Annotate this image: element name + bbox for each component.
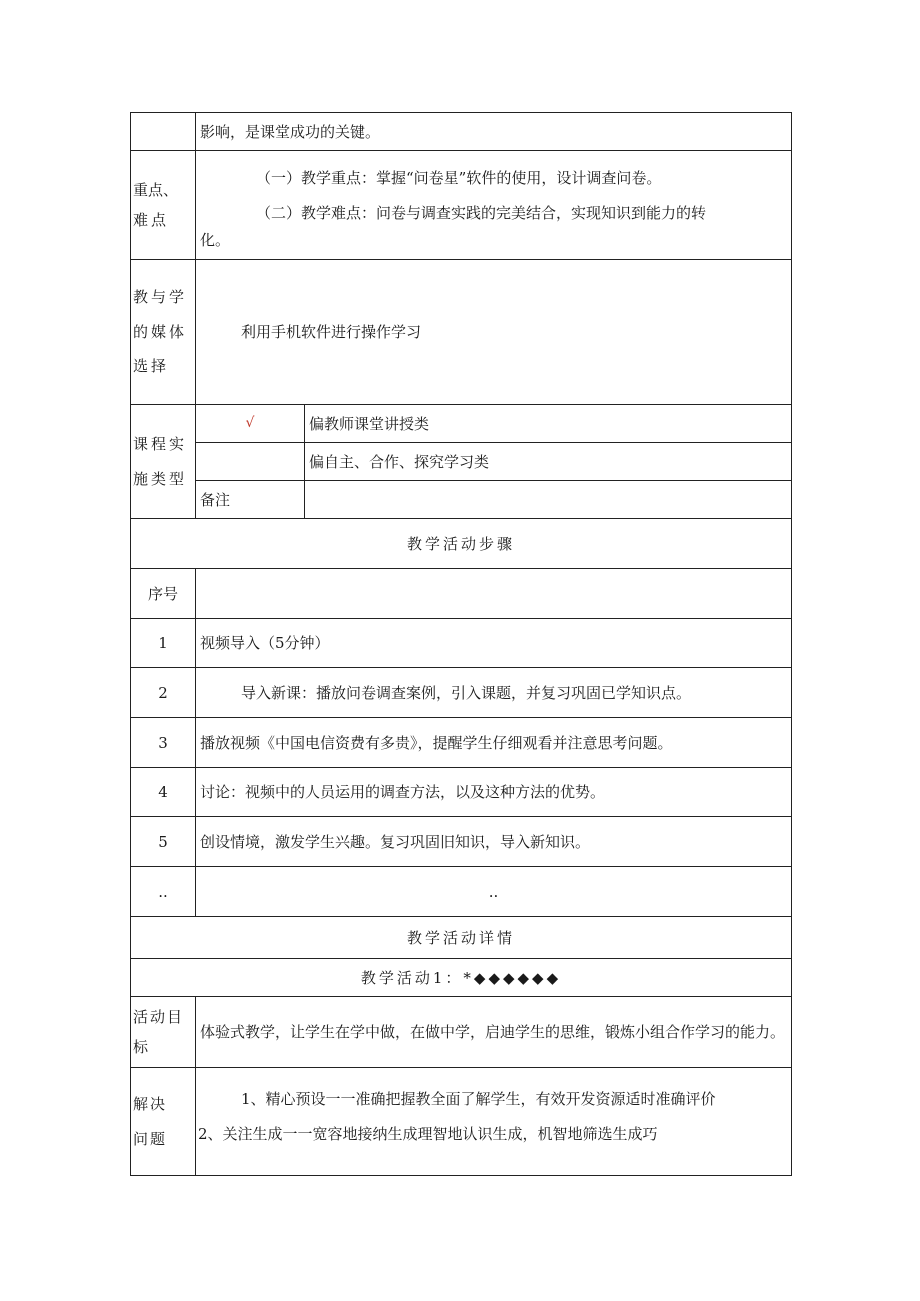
activity-problem-label-line2: 问题 xyxy=(133,1129,168,1148)
step-row xyxy=(131,619,792,668)
note-label: 备注 xyxy=(196,481,305,519)
key-point-2a: （二）教学难点：问卷与调查实践的完美结合，实现知识到能力的转 xyxy=(256,204,707,222)
course-type-label xyxy=(131,405,196,519)
media-label-line1: 教与学 xyxy=(133,288,188,307)
continuation-label-cell xyxy=(131,113,196,151)
step-text: 导入新课：播放问卷调查案例，引入课题，并复习巩固已学知识点。 xyxy=(196,668,792,718)
activity-problem-line1: 1、精心预设一一准确把握教全面了解学生，有效开发资源适时准确评价 xyxy=(241,1090,716,1108)
course-type-row-1 xyxy=(131,405,792,443)
key-points-label-line1: 重点、 xyxy=(133,181,179,199)
course-type-note-row xyxy=(131,481,792,519)
media-content xyxy=(196,260,792,405)
step-num: 4 xyxy=(131,768,196,817)
step-row xyxy=(131,768,792,817)
lesson-plan-table xyxy=(130,112,792,1176)
steps-header-content xyxy=(196,569,792,619)
step-row xyxy=(131,718,792,768)
steps-title: 教学活动步骤 xyxy=(131,519,792,569)
step-num: 1 xyxy=(131,619,196,668)
steps-title-row xyxy=(131,519,792,569)
steps-header-row xyxy=(131,569,792,619)
course-type-option-1: 偏教师课堂讲授类 xyxy=(305,405,792,443)
key-points-label xyxy=(131,151,196,260)
activity-goal-label-line1: 活动目 xyxy=(133,1008,185,1026)
activity-problem-line2: 2、关注生成一一宽容地接纳生成理智地认识生成，机智地筛选生成巧 xyxy=(198,1124,658,1143)
details-title: 教学活动详情 xyxy=(131,917,792,959)
activity-problem-label xyxy=(131,1068,196,1176)
key-points-row xyxy=(131,151,792,260)
course-type-option-2: 偏自主、合作、探究学习类 xyxy=(305,443,792,481)
course-type-label-line2: 施类型 xyxy=(133,469,188,488)
step-num: 2 xyxy=(131,668,196,718)
activity-title: 教学活动1：*◆◆◆◆◆◆ xyxy=(131,959,792,997)
course-type-checkmark-1[interactable]: √ xyxy=(196,405,305,443)
step-ellipsis-text: .. xyxy=(196,867,792,917)
media-label-line3: 选择 xyxy=(133,357,170,376)
step-row xyxy=(131,817,792,867)
continuation-row xyxy=(131,113,792,151)
continuation-text: 影响，是课堂成功的关键。 xyxy=(196,113,792,151)
media-label xyxy=(131,260,196,405)
activity-problem-label-line1: 解决 xyxy=(133,1095,168,1113)
lesson-plan-sheet xyxy=(130,112,791,1176)
step-text: 播放视频《中国电信资费有多贵》，提醒学生仔细观看并注意思考问题。 xyxy=(196,718,792,768)
step-num: 3 xyxy=(131,718,196,768)
activity-goal-label-line2: 标 xyxy=(133,1038,149,1056)
step-text: 创设情境，激发学生兴趣。复习巩固旧知识，导入新知识。 xyxy=(196,817,792,867)
key-points-label-line2: 难点 xyxy=(133,211,170,229)
step-text: 视频导入（5分钟） xyxy=(196,619,792,668)
activity-goal-row xyxy=(131,997,792,1068)
activity-title-row xyxy=(131,959,792,997)
media-label-line2: 的媒体 xyxy=(133,322,188,341)
activity-goal-label xyxy=(131,997,196,1068)
step-num: 5 xyxy=(131,817,196,867)
step-row xyxy=(131,668,792,718)
media-row xyxy=(131,260,792,405)
course-type-row-2 xyxy=(131,443,792,481)
activity-problem-row xyxy=(131,1068,792,1176)
step-text: 讨论：视频中的人员运用的调查方法，以及这种方法的优势。 xyxy=(196,768,792,817)
key-point-2b: 化。 xyxy=(200,231,231,250)
key-point-1: （一）教学重点：掌握“问卷星”软件的使用，设计调查问卷。 xyxy=(256,168,662,187)
step-ellipsis-num: .. xyxy=(131,867,196,917)
details-title-row xyxy=(131,917,792,959)
course-type-checkmark-2[interactable] xyxy=(196,443,305,481)
media-text: 利用手机软件进行操作学习 xyxy=(241,323,422,341)
note-value[interactable] xyxy=(305,481,792,519)
steps-header-num: 序号 xyxy=(131,569,196,619)
course-type-label-line1: 课程实 xyxy=(133,435,188,453)
key-points-content xyxy=(196,151,792,260)
activity-problem-content xyxy=(196,1068,792,1176)
activity-goal-text: 体验式教学，让学生在学中做，在做中学，启迪学生的思维，锻炼小组合作学习的能力。 xyxy=(196,997,792,1068)
step-ellipsis-row xyxy=(131,867,792,917)
